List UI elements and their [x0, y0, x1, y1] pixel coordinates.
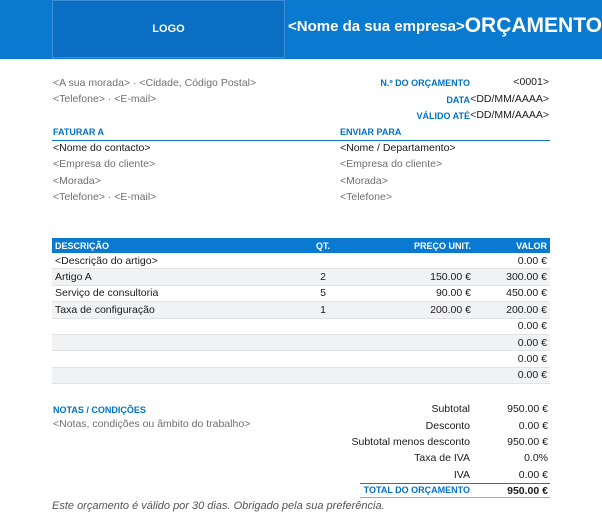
item-description[interactable]	[52, 351, 288, 367]
item-qty[interactable]: 2	[288, 269, 358, 285]
item-qty[interactable]	[288, 367, 358, 383]
item-description[interactable]	[52, 334, 288, 350]
discount-value[interactable]: 0.00 €	[518, 420, 548, 432]
item-unit-price[interactable]: 200.00 €	[358, 302, 474, 318]
item-amount: 300.00 €	[474, 269, 550, 285]
table-row	[52, 318, 550, 334]
items-table	[52, 238, 550, 384]
item-amount: 0.00 €	[474, 334, 550, 350]
table-row	[52, 253, 550, 269]
item-amount: 450.00 €	[474, 285, 550, 301]
item-unit-price[interactable]	[358, 318, 474, 334]
quote-number-value[interactable]: <0001>	[513, 76, 549, 88]
table-row	[52, 302, 550, 318]
tax-rate-label: Taxa de IVA	[414, 452, 470, 464]
quote-number-label: N.º DO ORÇAMENTO	[380, 78, 470, 88]
item-amount: 0.00 €	[474, 253, 550, 269]
notes-text[interactable]: <Notas, condições ou âmbito do trabalho>	[53, 418, 251, 430]
total-divider-top	[360, 483, 550, 484]
item-description[interactable]: Artigo A	[52, 269, 288, 285]
bill-to-label: FATURAR A	[53, 127, 104, 137]
total-label: TOTAL DO ORÇAMENTO	[363, 485, 470, 495]
subtotal-label: Subtotal	[431, 403, 470, 415]
item-qty[interactable]	[288, 351, 358, 367]
tax-label: IVA	[453, 469, 470, 481]
item-unit-price[interactable]: 150.00 €	[358, 269, 474, 285]
subtotal-row	[300, 403, 550, 419]
notes-label: NOTAS / CONDIÇÕES	[53, 405, 146, 415]
subtotal-less-discount-label: Subtotal menos desconto	[351, 436, 470, 448]
table-header-row	[52, 238, 550, 253]
item-qty[interactable]	[288, 318, 358, 334]
item-qty[interactable]	[288, 334, 358, 350]
ship-to-phone[interactable]: <Telefone>	[340, 191, 392, 203]
valid-until-value[interactable]: <DD/MM/AAAA>	[470, 109, 549, 121]
total-divider-bottom	[360, 497, 550, 498]
item-unit-price[interactable]	[358, 367, 474, 383]
item-description[interactable]: Serviço de consultoria	[52, 285, 288, 301]
col-unit-price-header: PREÇO UNIT.	[358, 238, 474, 253]
col-amount-header: VALOR	[474, 238, 550, 253]
item-description[interactable]	[52, 367, 288, 383]
item-amount: 0.00 €	[474, 318, 550, 334]
col-description-header: DESCRIÇÃO	[52, 238, 288, 253]
subtotal-value: 950.00 €	[507, 403, 548, 415]
bill-to-company[interactable]: <Empresa do cliente>	[53, 158, 156, 170]
tax-rate-row	[300, 452, 550, 468]
table-row	[52, 285, 550, 301]
total-row	[300, 485, 550, 501]
sender-contact[interactable]: <Telefone> · <E-mail>	[53, 93, 157, 105]
total-value: 950.00 €	[507, 485, 548, 497]
item-description[interactable]: Taxa de configuração	[52, 302, 288, 318]
bill-to-contact[interactable]: <Nome do contacto>	[53, 142, 151, 154]
item-description[interactable]	[52, 318, 288, 334]
subtotal-less-discount-value: 950.00 €	[507, 436, 548, 448]
bill-to-address[interactable]: <Morada>	[53, 175, 101, 187]
table-row	[52, 269, 550, 285]
tax-value: 0.00 €	[518, 469, 548, 481]
item-description[interactable]: <Descrição do artigo>	[52, 253, 288, 269]
table-row	[52, 351, 550, 367]
table-row	[52, 334, 550, 350]
item-qty[interactable]	[288, 253, 358, 269]
validity-note[interactable]: Este orçamento é válido por 30 dias. Obrigado pela sua preferência.	[52, 500, 385, 512]
date-value[interactable]: <DD/MM/AAAA>	[470, 93, 549, 105]
date-label: DATA	[446, 95, 470, 105]
ship-to-label: ENVIAR PARA	[340, 127, 402, 137]
logo-placeholder[interactable]	[52, 0, 285, 58]
section-divider	[52, 140, 550, 141]
discount-row	[300, 420, 550, 436]
bill-to-phone-email[interactable]: <Telefone> · <E-mail>	[53, 191, 157, 203]
tax-rate-value[interactable]: 0.0%	[524, 452, 548, 464]
company-name[interactable]: <Nome da sua empresa>	[288, 18, 465, 35]
item-qty[interactable]: 1	[288, 302, 358, 318]
table-row	[52, 367, 550, 383]
ship-to-name[interactable]: <Nome / Departamento>	[340, 142, 456, 154]
document-title: ORÇAMENTO	[464, 14, 602, 37]
subtotal-less-discount-row	[300, 436, 550, 452]
sender-address[interactable]: <A sua morada> · <Cidade, Código Postal>	[53, 77, 257, 89]
item-unit-price[interactable]	[358, 253, 474, 269]
item-unit-price[interactable]: 90.00 €	[358, 285, 474, 301]
item-qty[interactable]: 5	[288, 285, 358, 301]
col-qty-header: QT.	[288, 238, 358, 253]
logo-label: LOGO	[152, 23, 185, 35]
valid-until-label: VÁLIDO ATÉ	[416, 111, 470, 121]
item-unit-price[interactable]	[358, 351, 474, 367]
item-amount: 0.00 €	[474, 367, 550, 383]
ship-to-company[interactable]: <Empresa do cliente>	[340, 158, 443, 170]
discount-label: Desconto	[425, 420, 470, 432]
item-amount: 0.00 €	[474, 351, 550, 367]
item-amount: 200.00 €	[474, 302, 550, 318]
ship-to-address[interactable]: <Morada>	[340, 175, 388, 187]
item-unit-price[interactable]	[358, 334, 474, 350]
